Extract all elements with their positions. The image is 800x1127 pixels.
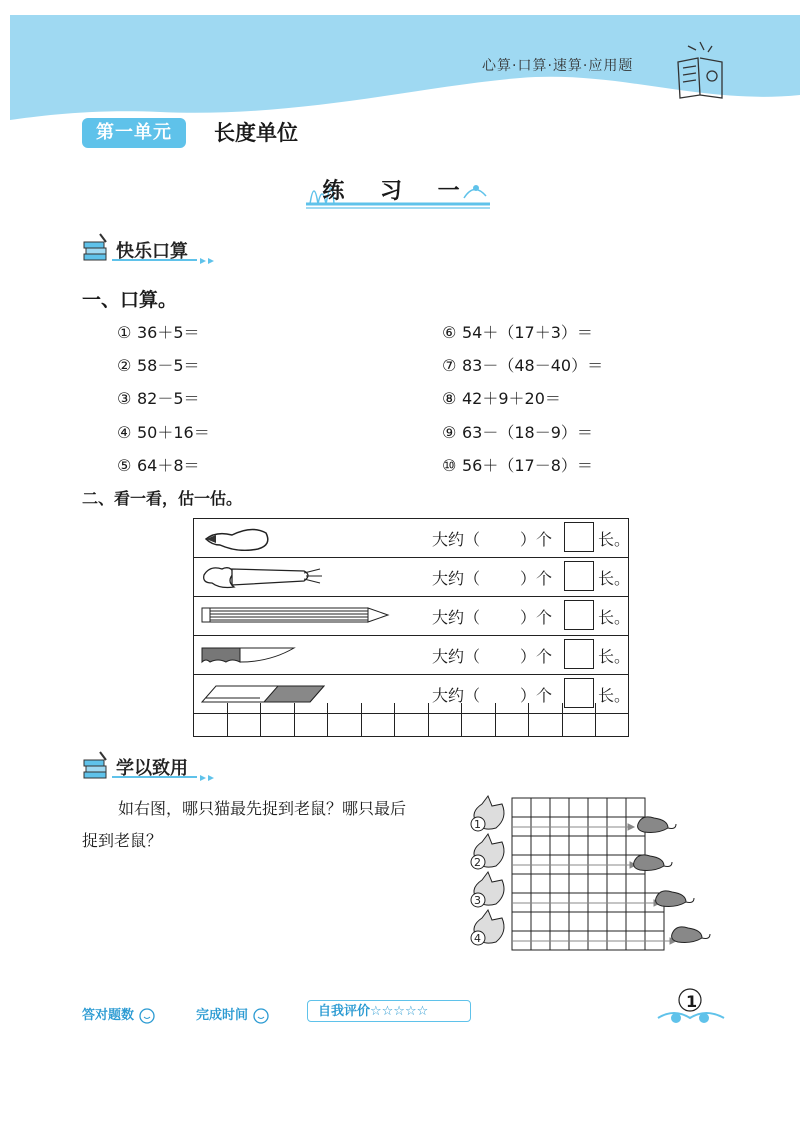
- calc-item-9: ⑨ 63－（18－9）＝: [442, 423, 593, 442]
- calc-item-1: ① 36＋5＝: [117, 323, 200, 342]
- q2-title: 二、看一看，估一估。: [82, 489, 243, 508]
- grid-row-3: [512, 874, 664, 912]
- eggplant-icon: [202, 523, 272, 551]
- calc-item-7: ⑦ 83－（48－40）＝: [442, 356, 604, 375]
- smiley-icon: [139, 1008, 155, 1024]
- footer-correct-count: 答对题数: [82, 1004, 155, 1024]
- self-evaluation: 自我评价☆☆☆☆☆: [307, 1000, 471, 1022]
- calc-item-2: ② 58－5＝: [117, 356, 200, 375]
- page-number: 1: [686, 992, 698, 1011]
- cat-number-3: 3: [474, 894, 481, 907]
- unit-box[interactable]: [564, 639, 594, 669]
- unit-box[interactable]: [564, 600, 594, 630]
- estimation-table: [193, 518, 629, 714]
- section-oral-title: 快乐口算: [116, 241, 188, 262]
- est-row-pencil: 大约（ ）个 长。: [194, 597, 629, 636]
- unit-box[interactable]: [564, 561, 594, 591]
- calc-item-8: ⑧ 42＋9＋20＝: [442, 389, 561, 408]
- measuring-grid: [193, 703, 629, 737]
- grid-row-4: [512, 912, 664, 950]
- section-underline: [82, 258, 222, 266]
- knife-icon: [200, 644, 300, 666]
- problem-line-2: 捉到老鼠？: [82, 831, 163, 850]
- cat-number-4: 4: [474, 932, 481, 945]
- exercise-title-banner: [304, 168, 492, 212]
- smiley-icon: [253, 1008, 269, 1024]
- exercise-title: 练 习 一: [322, 179, 474, 204]
- pencil-icon: [200, 605, 390, 625]
- grid-row-2: [512, 836, 645, 874]
- footer-time: 完成时间: [196, 1004, 269, 1024]
- calc-item-10: ⑩ 56＋（17－8）＝: [442, 456, 593, 475]
- section-underline: [82, 775, 222, 783]
- grid-row-1: [512, 798, 645, 836]
- problem-line-1: 如右图，哪只猫最先捉到老鼠？哪只最后: [118, 799, 407, 818]
- calc-item-6: ⑥ 54＋（17＋3）＝: [442, 323, 593, 342]
- unit-box[interactable]: [564, 522, 594, 552]
- unit-badge: 第一单元: [82, 118, 186, 148]
- section-apply-title: 学以致用: [116, 758, 188, 779]
- header-banner: [0, 0, 800, 125]
- calc-item-4: ④ 50＋16＝: [117, 423, 210, 442]
- radish-icon: [200, 561, 324, 591]
- q1-title: 一、口算。: [82, 289, 178, 311]
- cat-number-1: 1: [474, 818, 481, 831]
- est-row-knife: 大约（ ）个 长。: [194, 636, 629, 675]
- cat-number-2: 2: [474, 856, 481, 869]
- unit-title: 长度单位: [214, 121, 298, 145]
- est-row-radish: 大约（ ）个 长。: [194, 558, 629, 597]
- est-row-eraser: 大约（ ）个 长。: [194, 675, 629, 714]
- cat-mouse-figure: [458, 794, 728, 956]
- header-subtitle: 心算·口算·速算·应用题: [482, 58, 634, 74]
- est-row-eggplant: 大约（ ）个 长。: [194, 519, 629, 558]
- calc-item-3: ③ 82－5＝: [117, 389, 200, 408]
- calc-item-5: ⑤ 64＋8＝: [117, 456, 200, 475]
